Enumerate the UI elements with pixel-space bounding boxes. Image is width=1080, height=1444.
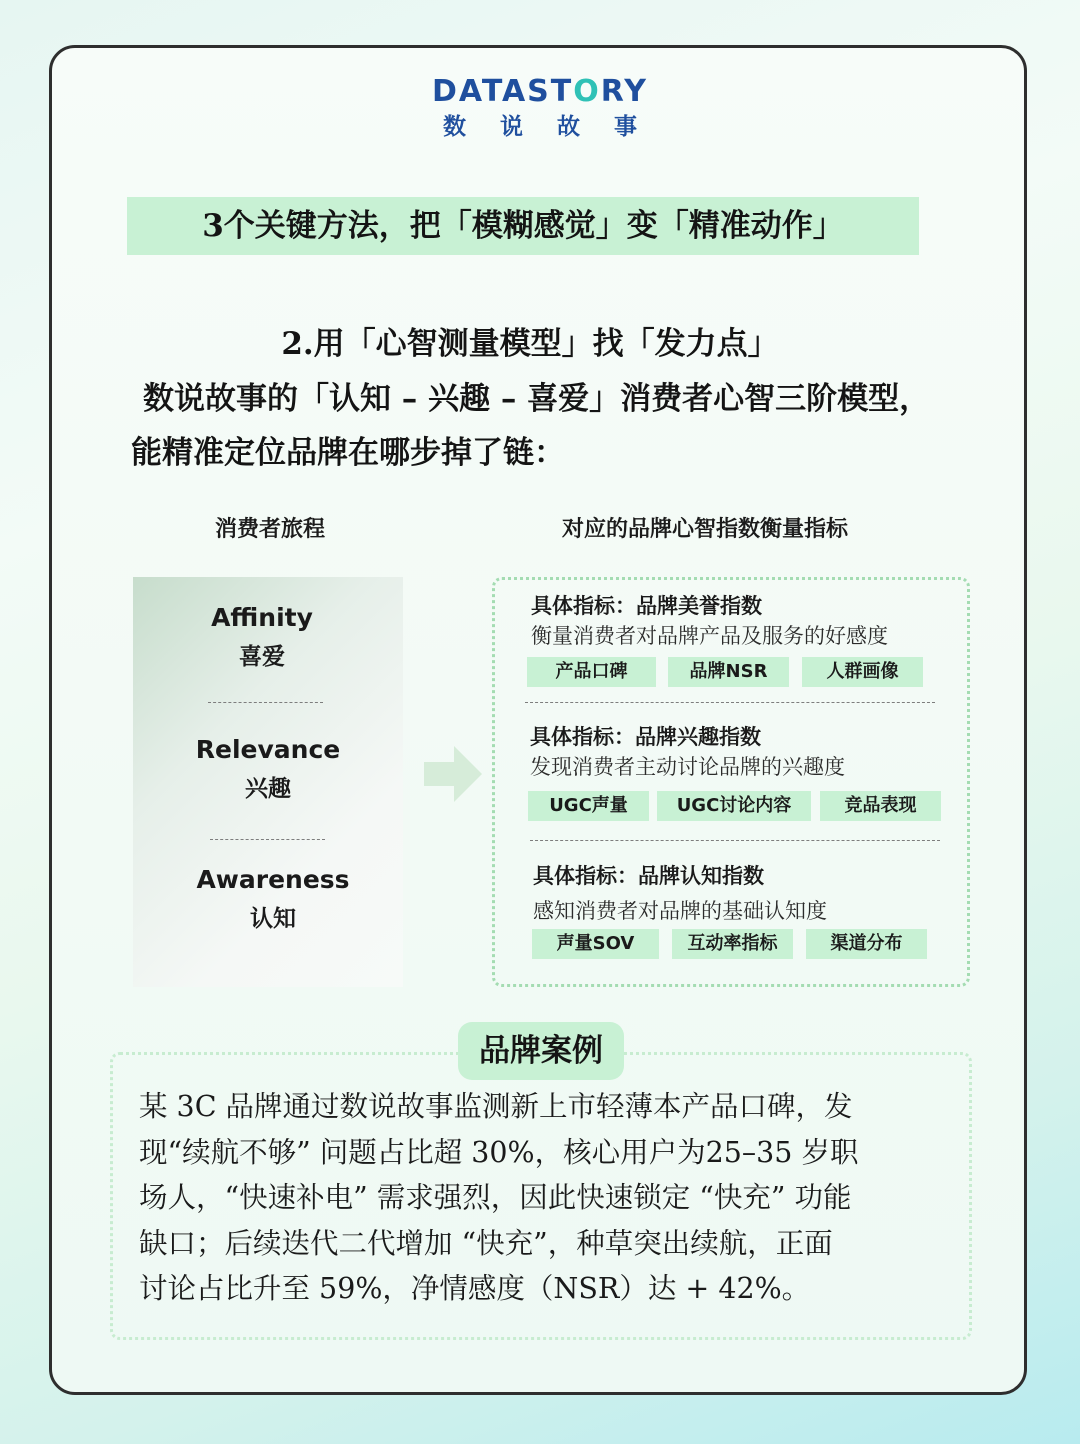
metric-tag: 互动率指标 [672, 929, 793, 959]
stage-cn: 兴趣 [245, 776, 291, 802]
headline-banner: 3个关键方法，把「模糊感觉」变「精准动作」 [127, 197, 919, 255]
metric-divider [525, 702, 935, 703]
stage-en: Awareness [196, 865, 350, 894]
metric-tag: 人群画像 [802, 657, 923, 687]
arrow-right-icon [424, 744, 484, 804]
section-intro: 数说故事的「认知 – 兴趣 – 喜爱」消费者心智三阶模型，能精准定位品牌在哪步掉了链： [131, 381, 931, 471]
case-line: 缺口；后续迭代二代增加 “快充”，种草突出续航，正面 [139, 1226, 833, 1260]
metric-tag: 竞品表现 [820, 791, 941, 821]
stage-affinity [127, 603, 397, 671]
metric-tag: 声量SOV [532, 929, 659, 959]
case-text [139, 1084, 954, 1312]
metric-tag: 品牌NSR [668, 657, 789, 687]
stage-cn: 认知 [250, 906, 296, 932]
logo-text-pre: DATAST [432, 74, 574, 109]
stage-cn: 喜爱 [239, 644, 285, 670]
case-line: 现“续航不够” 问题占比超 30%，核心用户为25–35 岁职 [139, 1135, 859, 1169]
stage-divider [210, 839, 325, 840]
metrics-panel [492, 577, 970, 987]
logo-mark: O [573, 74, 601, 109]
metric-divider [530, 840, 940, 841]
stage-divider [208, 702, 323, 703]
stage-en: Relevance [195, 735, 341, 764]
metric-description: 衡量消费者对品牌产品及服务的好感度 [531, 624, 888, 648]
journey-panel [133, 577, 403, 987]
stage-awareness [138, 865, 408, 933]
metric-tag: UGC声量 [528, 791, 649, 821]
metric-title: 具体指标：品牌兴趣指数 [530, 725, 761, 749]
metric-title: 具体指标：品牌美誉指数 [531, 594, 762, 618]
case-badge: 品牌案例 [458, 1022, 624, 1080]
logo-text-post: RY [600, 74, 648, 109]
stage-en: Affinity [211, 603, 313, 632]
metric-tag: 渠道分布 [806, 929, 927, 959]
metric-tag: 产品口碑 [527, 657, 656, 687]
case-line: 场人，“快速补电” 需求强烈，因此快速锁定 “快充” 功能 [139, 1181, 852, 1214]
case-line: 讨论占比升至 59%，净情感度（NSR）达 + 42%。 [139, 1272, 811, 1305]
metric-description: 感知消费者对品牌的基础认知度 [533, 899, 827, 923]
section-title: 2.用「心智测量模型」找「发力点」 [281, 326, 779, 362]
metric-tag: UGC讨论内容 [657, 791, 811, 821]
metric-title: 具体指标：品牌认知指数 [533, 864, 764, 888]
stage-relevance [133, 735, 403, 803]
metric-description: 发现消费者主动讨论品牌的兴趣度 [530, 755, 845, 779]
journey-column-heading: 消费者旅程 [215, 517, 326, 542]
brand-logo [0, 74, 1080, 109]
metrics-column-heading: 对应的品牌心智指数衡量指标 [562, 517, 849, 542]
brand-logo-cn: 数说故事 [443, 114, 671, 140]
case-line: 某 3C 品牌通过数说故事监测新上市轻薄本产品口碑，发 [139, 1090, 853, 1123]
